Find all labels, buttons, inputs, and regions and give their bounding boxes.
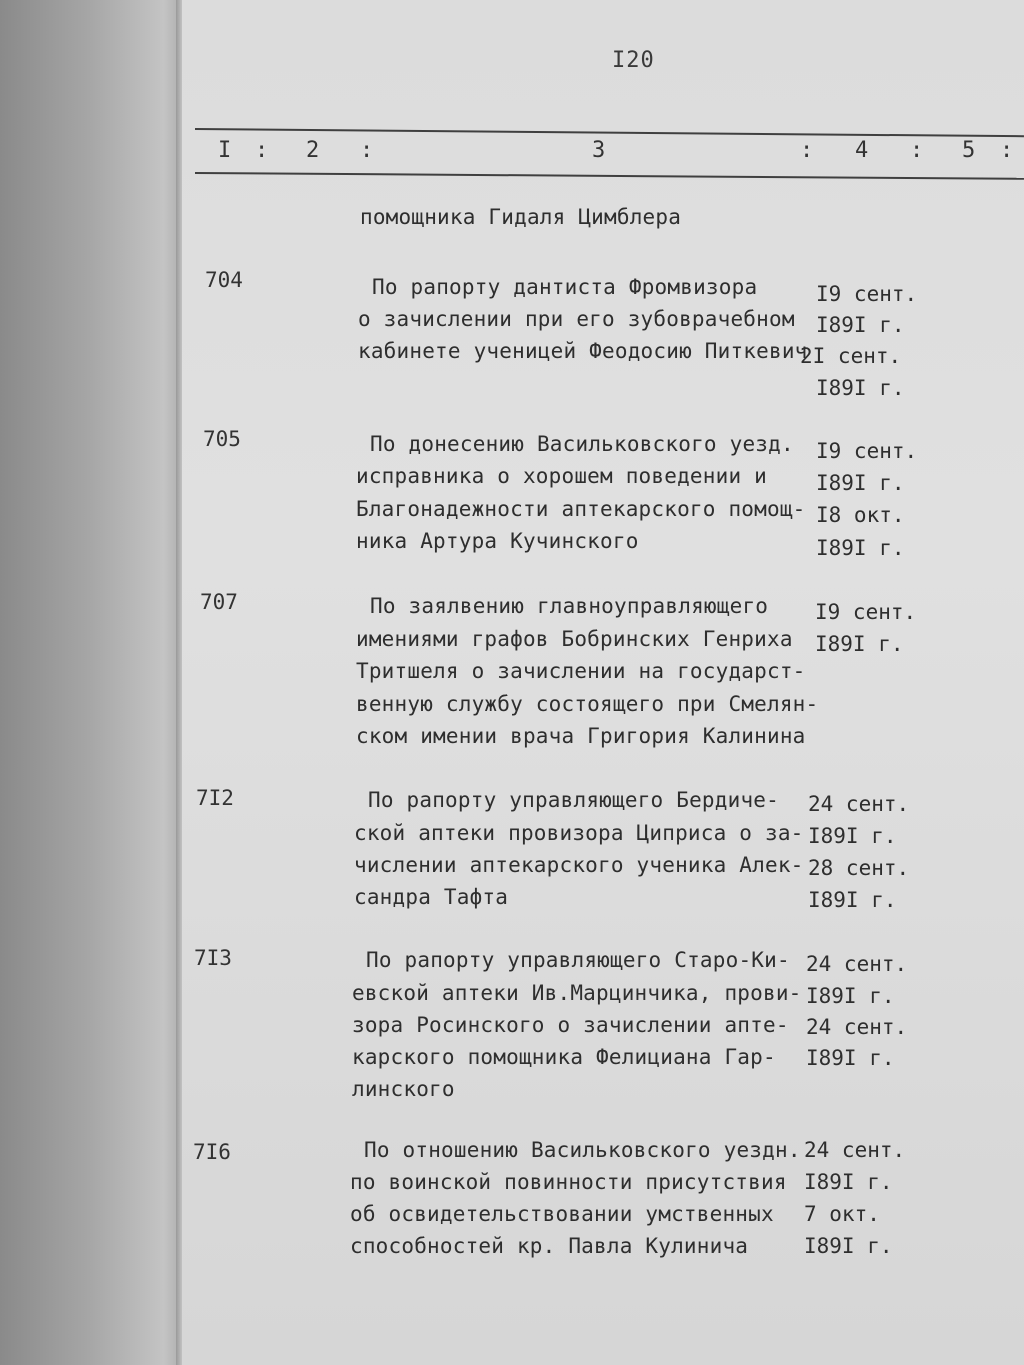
entry-line: числении аптекарского ученика Алек-	[354, 853, 804, 877]
entry-line: кабинете ученицей Феодосию Питкевич	[358, 339, 808, 363]
entry-date: I89I г.	[808, 824, 897, 848]
left-page-bleed	[0, 0, 178, 1365]
entry-line: зора Росинского о зачислении апте-	[352, 1013, 789, 1037]
entry-date: I89I г.	[816, 376, 905, 400]
entry-line: ника Артура Кучинского	[356, 529, 639, 553]
entry-line: Тритшеля о зачислении на государст-	[356, 659, 806, 683]
entry-date: I9 сент.	[816, 439, 918, 463]
entry-line: об освидетельствовании умственных	[350, 1202, 774, 1226]
entry-number: 7I2	[196, 786, 234, 810]
entry-date: 2I сент.	[800, 344, 902, 368]
entry-number: 7I3	[194, 946, 232, 970]
entry-line: По рапорту управляющего Старо-Ки-	[366, 948, 790, 972]
entry-date: I89I г.	[816, 471, 905, 495]
entry-date: 24 сент.	[808, 792, 910, 816]
entry-number: 7I6	[193, 1140, 231, 1164]
entry-date: I8 окт.	[816, 503, 905, 527]
entry-line: о зачислении при его зубоврачебном	[358, 307, 795, 331]
entry-date: I89I г.	[816, 536, 905, 560]
column-separator: :	[360, 138, 374, 163]
column-separator: :	[255, 138, 269, 163]
column-header-3: 3	[592, 138, 606, 163]
entry-number: 705	[203, 427, 241, 451]
entry-date: 24 сент.	[806, 952, 908, 976]
entry-line: исправника о хорошем поведении и	[356, 464, 767, 488]
column-separator: :	[1000, 138, 1014, 163]
entry-line: ском имении врача Григория Калинина	[356, 724, 806, 748]
entry-line: способностей кр. Павла Кулинича	[350, 1234, 749, 1258]
entry-line: имениями графов Бобринских Генриха	[356, 627, 793, 651]
column-header-5: 5	[962, 138, 976, 163]
entry-line: ской аптеки провизора Циприса о за-	[354, 821, 804, 845]
entry-line: По заялвению главноуправляющего	[370, 594, 769, 618]
entry-date: I89I г.	[804, 1170, 893, 1194]
entry-date: I89I г.	[806, 984, 895, 1008]
entry-date: I89I г.	[808, 888, 897, 912]
entry-line: По рапорту дантиста Фромвизора	[372, 275, 758, 299]
entry-line: По отношению Васильковского уездн.	[364, 1138, 801, 1162]
entry-date: I89I г.	[804, 1234, 893, 1258]
entry-date: I9 сент.	[815, 600, 917, 624]
column-header-4: 4	[855, 138, 869, 163]
entry-line: По донесению Васильковского уезд.	[370, 432, 794, 456]
entry-number: 707	[200, 590, 238, 614]
column-separator: :	[800, 138, 814, 163]
entry-line: карского помощника Фелициана Гар-	[352, 1045, 776, 1069]
entry-date: 7 окт.	[804, 1202, 880, 1226]
entry-line: линского	[352, 1077, 455, 1101]
column-header-2: 2	[306, 138, 320, 163]
entry-date: I89I г.	[815, 632, 904, 656]
entry-line: По рапорту управляющего Бердиче-	[368, 788, 779, 812]
entry-date: 24 сент.	[806, 1015, 908, 1039]
continuation-text: помощника Гидаля Цимблера	[360, 205, 682, 229]
page-number: I20	[612, 48, 655, 73]
entry-line: Благонадежности аптекарского помощ-	[356, 497, 806, 521]
entry-line: венную службу состоящего при Смелян-	[356, 692, 819, 716]
column-header-1: I	[218, 138, 232, 163]
entry-date: 24 сент.	[804, 1138, 906, 1162]
entry-date: I89I г.	[806, 1046, 895, 1070]
entry-date: I89I г.	[816, 313, 905, 337]
entry-line: по воинской повинности присутствия	[350, 1170, 787, 1194]
entry-date: I9 сент.	[816, 282, 918, 306]
entry-line: евской аптеки Ив.Марцинчика, прови-	[352, 981, 802, 1005]
column-separator: :	[910, 138, 924, 163]
entry-date: 28 сент.	[808, 856, 910, 880]
entry-line: сандра Тафта	[354, 885, 509, 909]
entry-number: 704	[205, 268, 243, 292]
